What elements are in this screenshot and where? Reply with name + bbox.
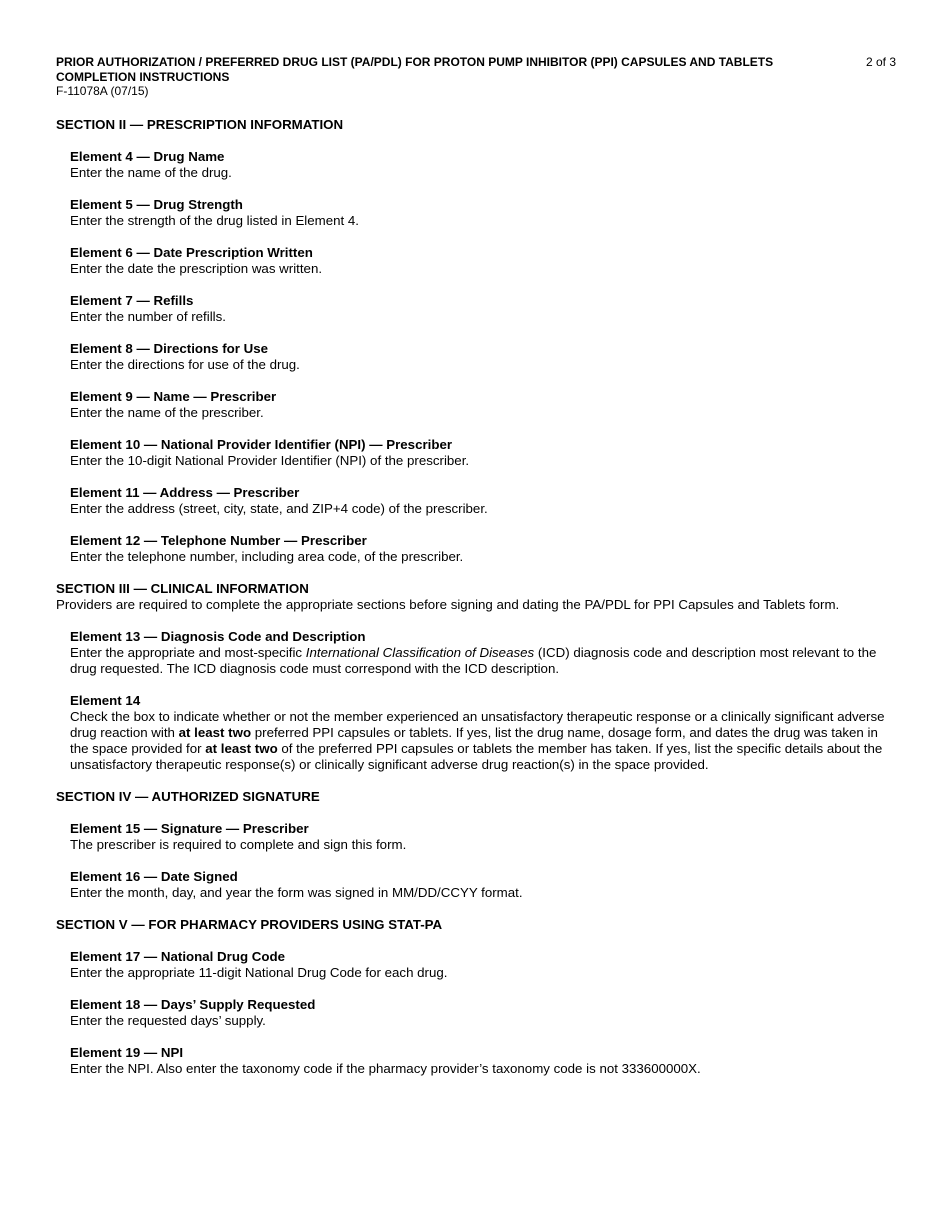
element-title: Element 12 — Telephone Number — Prescriber	[70, 532, 367, 548]
icd-title-italic: International Classification of Diseases	[305, 644, 535, 660]
section-5-heading: SECTION V — FOR PHARMACY PROVIDERS USING STAT-PA	[56, 916, 443, 932]
element-text: Enter the name of the prescriber.	[70, 404, 264, 420]
element-15	[70, 821, 896, 853]
page-number: 2 of 3	[865, 55, 896, 69]
element-8	[70, 341, 896, 373]
element-text: The prescriber is required to complete and sign this form.	[70, 836, 407, 852]
element-title: Element 17 — National Drug Code	[70, 948, 286, 964]
page-header	[56, 55, 896, 99]
section-3-description: Providers are required to complete the appropriate sections before signing and dating the PA/PDL for PPI Capsules and Tablets form.	[56, 596, 840, 612]
element-title: Element 11 — Address — Prescriber	[70, 484, 300, 500]
section-3-heading: SECTION III — CLINICAL INFORMATION	[56, 580, 309, 596]
emphasis-at-least-two: at least two	[178, 724, 252, 740]
element-text: Enter the number of refills.	[70, 308, 226, 324]
element-17	[70, 949, 896, 981]
element-14	[70, 693, 896, 773]
element-text: Enter the appropriate 11-digit National Drug Code for each drug.	[70, 964, 448, 980]
element-13	[70, 629, 896, 677]
element-title: Element 7 — Refills	[70, 292, 194, 308]
element-title: Element 6 — Date Prescription Written	[70, 244, 313, 260]
element-text: Enter the month, day, and year the form was signed in MM/DD/CCYY format.	[70, 884, 523, 900]
element-7	[70, 293, 896, 325]
element-text: Enter the NPI. Also enter the taxonomy code if the pharmacy provider’s taxonomy code is not 333600000X.	[70, 1060, 701, 1076]
element-title: Element 15 — Signature — Prescriber	[70, 820, 309, 836]
element-4	[70, 149, 896, 181]
element-title: Element 4 — Drug Name	[70, 148, 225, 164]
element-5	[70, 197, 896, 229]
element-text: Enter the appropriate and most-specific International Classification of Diseases (ICD) diagnosis code and description most relevant to the drug requested. The ICD diagnosis code must correspond with the ICD description.	[70, 644, 877, 676]
section-2-heading: SECTION II — PRESCRIPTION INFORMATION	[56, 116, 344, 132]
element-12	[70, 533, 896, 565]
element-text: Enter the name of the drug.	[70, 164, 232, 180]
element-text: Enter the 10-digit National Provider Identifier (NPI) of the prescriber.	[70, 452, 470, 468]
form-number: F-11078A (07/15)	[56, 84, 149, 98]
element-title: Element 9 — Name — Prescriber	[70, 388, 277, 404]
element-text: Enter the directions for use of the drug.	[70, 356, 300, 372]
element-6	[70, 245, 896, 277]
document-page	[56, 55, 896, 1077]
element-title: Element 10 — National Provider Identifier (NPI) — Prescriber	[70, 436, 453, 452]
element-text: Enter the telephone number, including area code, of the prescriber.	[70, 548, 464, 564]
form-subtitle: COMPLETION INSTRUCTIONS	[56, 69, 230, 84]
element-title: Element 19 — NPI	[70, 1044, 184, 1060]
element-title: Element 14	[70, 692, 141, 708]
element-text: Enter the address (street, city, state, and ZIP+4 code) of the prescriber.	[70, 500, 488, 516]
element-title: Element 13 — Diagnosis Code and Description	[70, 628, 366, 644]
element-title: Element 16 — Date Signed	[70, 868, 238, 884]
element-9	[70, 389, 896, 421]
element-11	[70, 485, 896, 517]
element-title: Element 8 — Directions for Use	[70, 340, 269, 356]
element-19	[70, 1045, 896, 1077]
element-text: Enter the date the prescription was written.	[70, 260, 323, 276]
element-title: Element 5 — Drug Strength	[70, 196, 243, 212]
section-4-heading: SECTION IV — AUTHORIZED SIGNATURE	[56, 788, 320, 804]
element-title: Element 18 — Days’ Supply Requested	[70, 996, 316, 1012]
element-16	[70, 869, 896, 901]
element-10	[70, 437, 896, 469]
form-title: PRIOR AUTHORIZATION / PREFERRED DRUG LIST (PA/PDL) FOR PROTON PUMP INHIBITOR (PPI) CAPSULES AND TABLETS	[56, 55, 774, 69]
element-text: Enter the requested days’ supply.	[70, 1012, 266, 1028]
element-text: Check the box to indicate whether or not the member experienced an unsatisfactory therapeutic response or a clinically significant adverse drug reaction with at least two preferred PPI capsules or tablets. If yes, list the drug name, dosage form, and dates the drug was taken in the space provided for at least two of the preferred PPI capsules or tablets the member has taken. If yes, list the specific details about the unsatisfactory therapeutic response(s) or clinically significant adverse drug reaction(s) in the space provided.	[70, 708, 885, 772]
emphasis-at-least-two: at least two	[205, 740, 278, 756]
element-text: Enter the strength of the drug listed in Element 4.	[70, 212, 360, 228]
element-18	[70, 997, 896, 1029]
